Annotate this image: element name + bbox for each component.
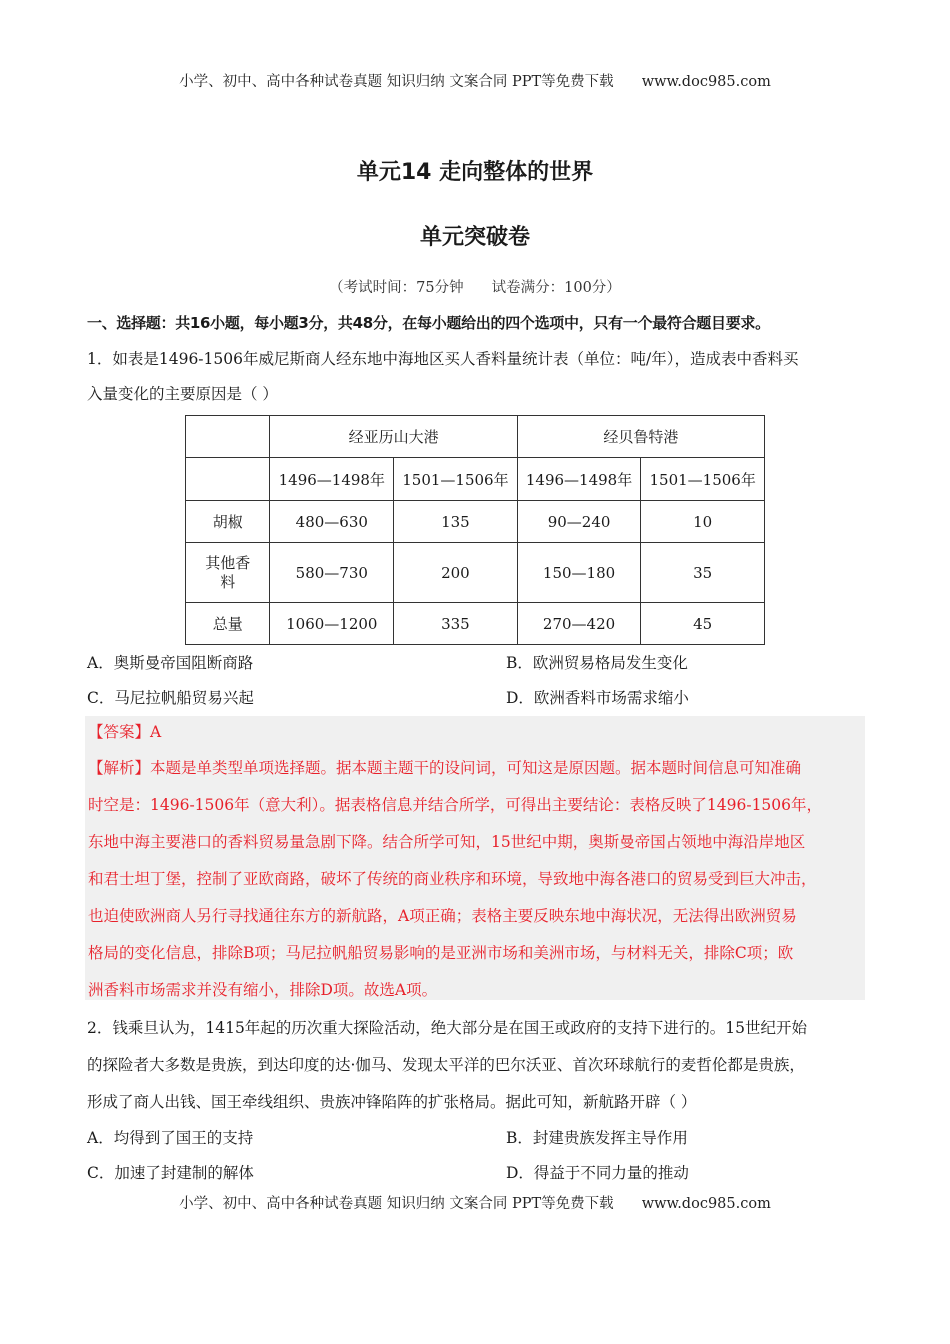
q1-option-a[interactable]: A．奥斯曼帝国阻断商路 bbox=[87, 654, 254, 672]
section-heading: 一、选择题：共16小题，每小题3分，共48分，在每小题给出的四个选项中，只有一个最符合题目要求。 bbox=[87, 314, 770, 332]
exam-score: 试卷满分：100分） bbox=[491, 280, 621, 296]
q1-analysis-line: 洲香料市场需求并没有缩小，排除D项。故选A项。 bbox=[88, 981, 438, 999]
footer-banner-site[interactable]: www.doc985.com bbox=[641, 1196, 771, 1212]
q1-stem-line-2: 入量变化的主要原因是（ ） bbox=[87, 385, 278, 403]
table-cell: 270—420 bbox=[517, 603, 641, 645]
period-header: 1501—1506年 bbox=[641, 458, 765, 501]
q1-option-b[interactable]: B．欧洲贸易格局发生变化 bbox=[506, 654, 688, 672]
table-blank bbox=[186, 458, 270, 501]
header-banner-text: 小学、初中、高中各种试卷真题 知识归纳 文案合同 PPT等免费下载 bbox=[179, 74, 614, 90]
q1-analysis-line: 也迫使欧洲商人另行寻找通往东方的新航路，A项正确；表格主要反映东地中海状况，无法得出欧洲贸易 bbox=[88, 907, 797, 925]
table-cell: 90—240 bbox=[517, 501, 641, 543]
table-cell: 1060—1200 bbox=[270, 603, 394, 645]
q1-analysis-line: 和君士坦丁堡，控制了亚欧商路，破坏了传统的商业秩序和环境，导致地中海各港口的贸易受到巨大冲击， bbox=[88, 870, 817, 888]
q2-stem-line-1: 2．钱乘旦认为，1415年起的历次重大探险活动，绝大部分是在国王或政府的支持下进行的。15世纪开始 bbox=[87, 1019, 808, 1037]
page-title: 单元14 走向整体的世界 bbox=[356, 160, 594, 185]
table-cell: 150—180 bbox=[517, 543, 641, 603]
table-corner bbox=[186, 416, 270, 458]
q2-option-c[interactable]: C．加速了封建制的解体 bbox=[87, 1164, 254, 1182]
header-banner-site[interactable]: www.doc985.com bbox=[641, 74, 771, 90]
table-cell: 35 bbox=[641, 543, 765, 603]
group-header-alexandria: 经亚历山大港 bbox=[270, 416, 517, 458]
group-header-beirut: 经贝鲁特港 bbox=[517, 416, 764, 458]
q1-option-c[interactable]: C．马尼拉帆船贸易兴起 bbox=[87, 689, 254, 707]
q1-analysis-line: 东地中海主要港口的香料贸易量急剧下降。结合所学可知，15世纪中期，奥斯曼帝国占领地中海沿岸地区 bbox=[88, 833, 806, 851]
table-row bbox=[186, 543, 765, 603]
table-cell: 45 bbox=[641, 603, 765, 645]
table-cell: 480—630 bbox=[270, 501, 394, 543]
table-cell: 580—730 bbox=[270, 543, 394, 603]
table-cell: 200 bbox=[394, 543, 518, 603]
page-subtitle: 单元突破卷 bbox=[419, 225, 530, 250]
exam-time: （考试时间：75分钟 bbox=[329, 280, 464, 296]
q2-stem-line-3: 形成了商人出钱、国王牵线组织、贵族冲锋陷阵的扩张格局。据此可知，新航路开辟（ ） bbox=[87, 1093, 697, 1111]
q2-option-b[interactable]: B．封建贵族发挥主导作用 bbox=[506, 1129, 688, 1147]
period-header: 1496—1498年 bbox=[270, 458, 394, 501]
q1-stem-line-1: 1．如表是1496-1506年威尼斯商人经东地中海地区买人香料量统计表（单位：吨/年），造成表中香料买 bbox=[87, 350, 799, 368]
table-row bbox=[186, 603, 765, 645]
q2-option-a[interactable]: A．均得到了国王的支持 bbox=[87, 1129, 254, 1147]
q1-analysis-line: 格局的变化信息，排除B项；马尼拉帆船贸易影响的是亚洲市场和美洲市场，与材料无关，排除C项；欧 bbox=[88, 944, 794, 962]
header-banner bbox=[0, 70, 950, 91]
q1-answer: 【答案】A bbox=[88, 723, 162, 741]
period-header: 1496—1498年 bbox=[517, 458, 641, 501]
q1-option-d[interactable]: D．欧洲香料市场需求缩小 bbox=[506, 689, 689, 707]
q2-stem-line-2: 的探险者大多数是贵族，到达印度的达·伽马、发现太平洋的巴尔沃亚、首次环球航行的麦哲伦都是贵族， bbox=[87, 1056, 805, 1074]
table-cell: 10 bbox=[641, 501, 765, 543]
spice-table bbox=[185, 415, 765, 645]
q1-analysis-line: 时空是：1496-1506年（意大利）。据表格信息并结合所学，可得出主要结论：表格反映了1496-1506年， bbox=[88, 796, 823, 814]
exam-info bbox=[0, 276, 950, 297]
footer-banner-text: 小学、初中、高中各种试卷真题 知识归纳 文案合同 PPT等免费下载 bbox=[179, 1196, 614, 1212]
footer-banner bbox=[0, 1192, 950, 1213]
row-label: 胡椒 bbox=[186, 501, 270, 543]
q1-analysis-line: 【解析】本题是单类型单项选择题。据本题主题干的设问词，可知这是原因题。据本题时间信息可知准确 bbox=[88, 759, 802, 777]
period-header: 1501—1506年 bbox=[394, 458, 518, 501]
table-cell: 335 bbox=[394, 603, 518, 645]
table-row bbox=[186, 501, 765, 543]
q2-option-d[interactable]: D．得益于不同力量的推动 bbox=[506, 1164, 689, 1182]
table-cell: 135 bbox=[394, 501, 518, 543]
row-label: 总量 bbox=[186, 603, 270, 645]
row-label: 其他香料 bbox=[186, 543, 270, 603]
